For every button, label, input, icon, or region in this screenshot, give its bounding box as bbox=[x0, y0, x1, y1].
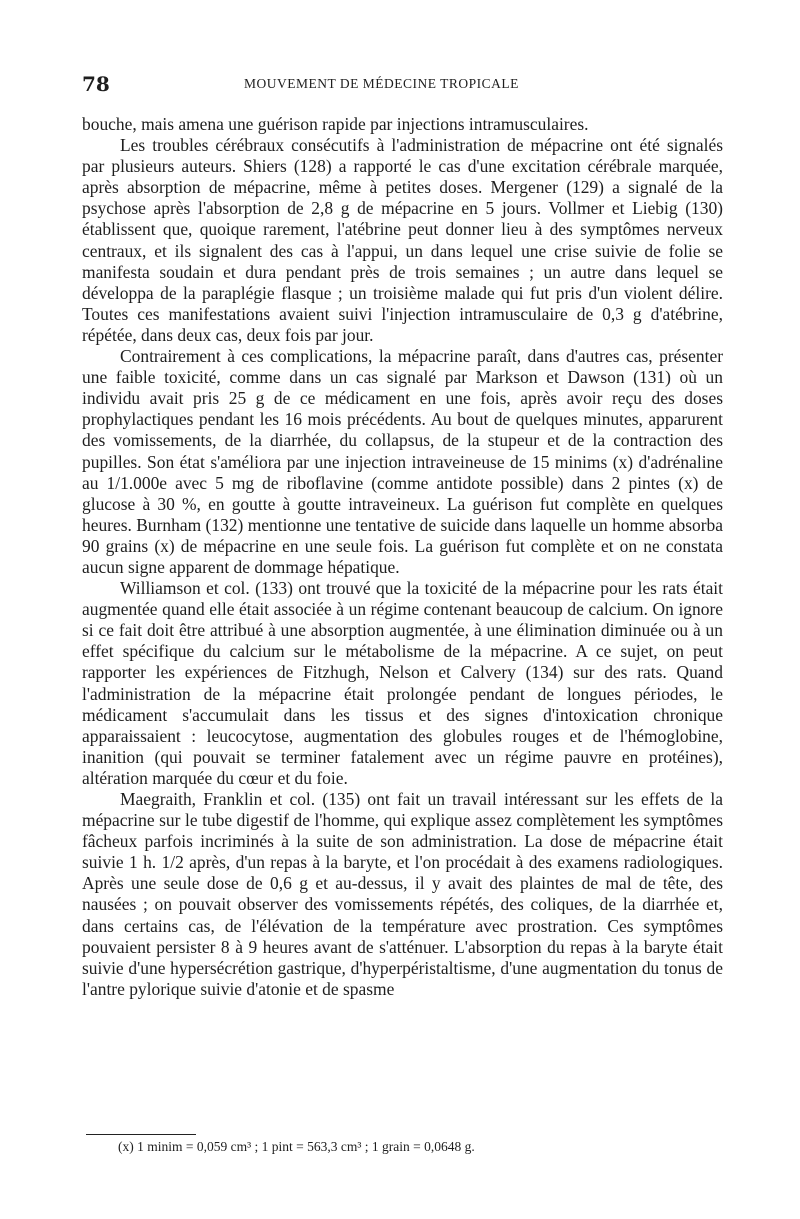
page-number: 78 bbox=[82, 72, 110, 96]
running-title: MOUVEMENT DE MÉDECINE TROPICALE bbox=[244, 76, 519, 91]
paragraph-williamson: Williamson et col. (133) ont trouvé que la toxicité de la mépacrine pour les rats était augmentée quand elle était associée à un régime contenant beaucoup de calcium. On ignore si ce fait doit être attribué à une absorption augmentée, à une élimination diminuée ou à un effet spécifique du calcium sur le métabolisme de la mépacrine. A ce sujet, on peut rapporter les expériences de Fitzhugh, Nelson et Calvery (134) sur des rats. Quand l'administration de la mépacrine était prolongée pendant de longues périodes, le médicament s'accumulait dans les tissus et des signes d'intoxication chronique apparaissaient : leucocytose, augmentation des globules rouges et de l'hémoglobine, inanition (qui pouvait se terminer fatalement avec un régime pauvre en protéines), altération marquée du cœur et du foie. bbox=[82, 578, 723, 788]
paragraph-cerebral-troubles: Les troubles cérébraux consécutifs à l'administration de mépacrine ont été signalés par plusieurs auteurs. Shiers (128) a rapporté le cas d'une excitation cérébrale marquée, après absorption de mépacrine, même à petites doses. Mergener (129) a signalé de la psychose après l'absorption de 2,8 g de mépacrine en 5 jours. Vollmer et Liebig (130) établissent que, quoique rarement, l'atébrine peut donner lieu à des symptômes nerveux centraux, et ils signalent des cas à l'appui, un dans lequel une crise suivie de folie se manifesta soudain et dura pendant près de trois semaines ; un autre dans lequel se développa de la paraplégie flasque ; un troisième malade qui fut pris d'un violent délire. Toutes ces manifestations avaient suivi l'injection intramusculaire de 0,3 g d'atébrine, répétée, dans deux cas, deux fois par jour. bbox=[82, 135, 723, 345]
footnote: (x) 1 minim = 0,059 cm³ ; 1 pint = 563,3 cm³ ; 1 grain = 0,0648 g. bbox=[118, 1139, 475, 1154]
body-text bbox=[82, 114, 723, 1000]
paragraph-continuation: bouche, mais amena une guérison rapide par injections intramusculaires. bbox=[82, 114, 589, 134]
paragraph-low-toxicity: Contrairement à ces complications, la mépacrine paraît, dans d'autres cas, présenter une faible toxicité, comme dans un cas signalé par Markson et Dawson (131) où un individu avait pris 25 g de ce médicament en une fois, après avoir reçu des doses prophylactiques pendant les 16 mois précédents. Au bout de quelques minutes, apparurent des vomissements, de la diarrhée, du collapsus, de la stupeur et de la contraction des pupilles. Son état s'améliora par une injection intraveineuse de 15 minims (x) d'adrénaline au 1/1.000e avec 5 mg de riboflavine (comme antidote possible) dans 2 pintes (x) de glucose à 30 %, en goutte à goutte intraveineux. La guérison fut complète en quelques heures. Burnham (132) mentionne une tentative de suicide dans laquelle un homme absorba 90 grains (x) de mépacrine en une seule fois. La guérison fut complète et on ne constata aucun signe apparent de dommage hépatique. bbox=[82, 346, 723, 577]
paragraph-maegraith: Maegraith, Franklin et col. (135) ont fait un travail intéressant sur les effets de la mépacrine sur le tube digestif de l'homme, qui explique assez complètement les symptômes fâcheux parfois incriminés à la suite de son administration. La dose de mépacrine était suivie 1 h. 1/2 après, d'un repas à la baryte, et l'on procédait à des examens radiologiques. Après une seule dose de 0,6 g et au-dessus, il y avait des plaintes de mal de tête, des nausées ; on pouvait observer des vomissements répétés, des coliques, de la diarrhée et, dans certains cas, de l'élévation de la température avec prostration. Ces symptômes pouvaient persister 8 à 9 heures avant de s'atténuer. L'absorption du repas à la baryte était suivie d'une hypersécrétion gastrique, d'hyperpéristaltisme, d'une augmentation du tonus de l'antre pylorique suivie d'atonie et de spasme bbox=[82, 789, 723, 999]
page-header bbox=[0, 73, 800, 95]
footnote-rule bbox=[86, 1134, 196, 1135]
